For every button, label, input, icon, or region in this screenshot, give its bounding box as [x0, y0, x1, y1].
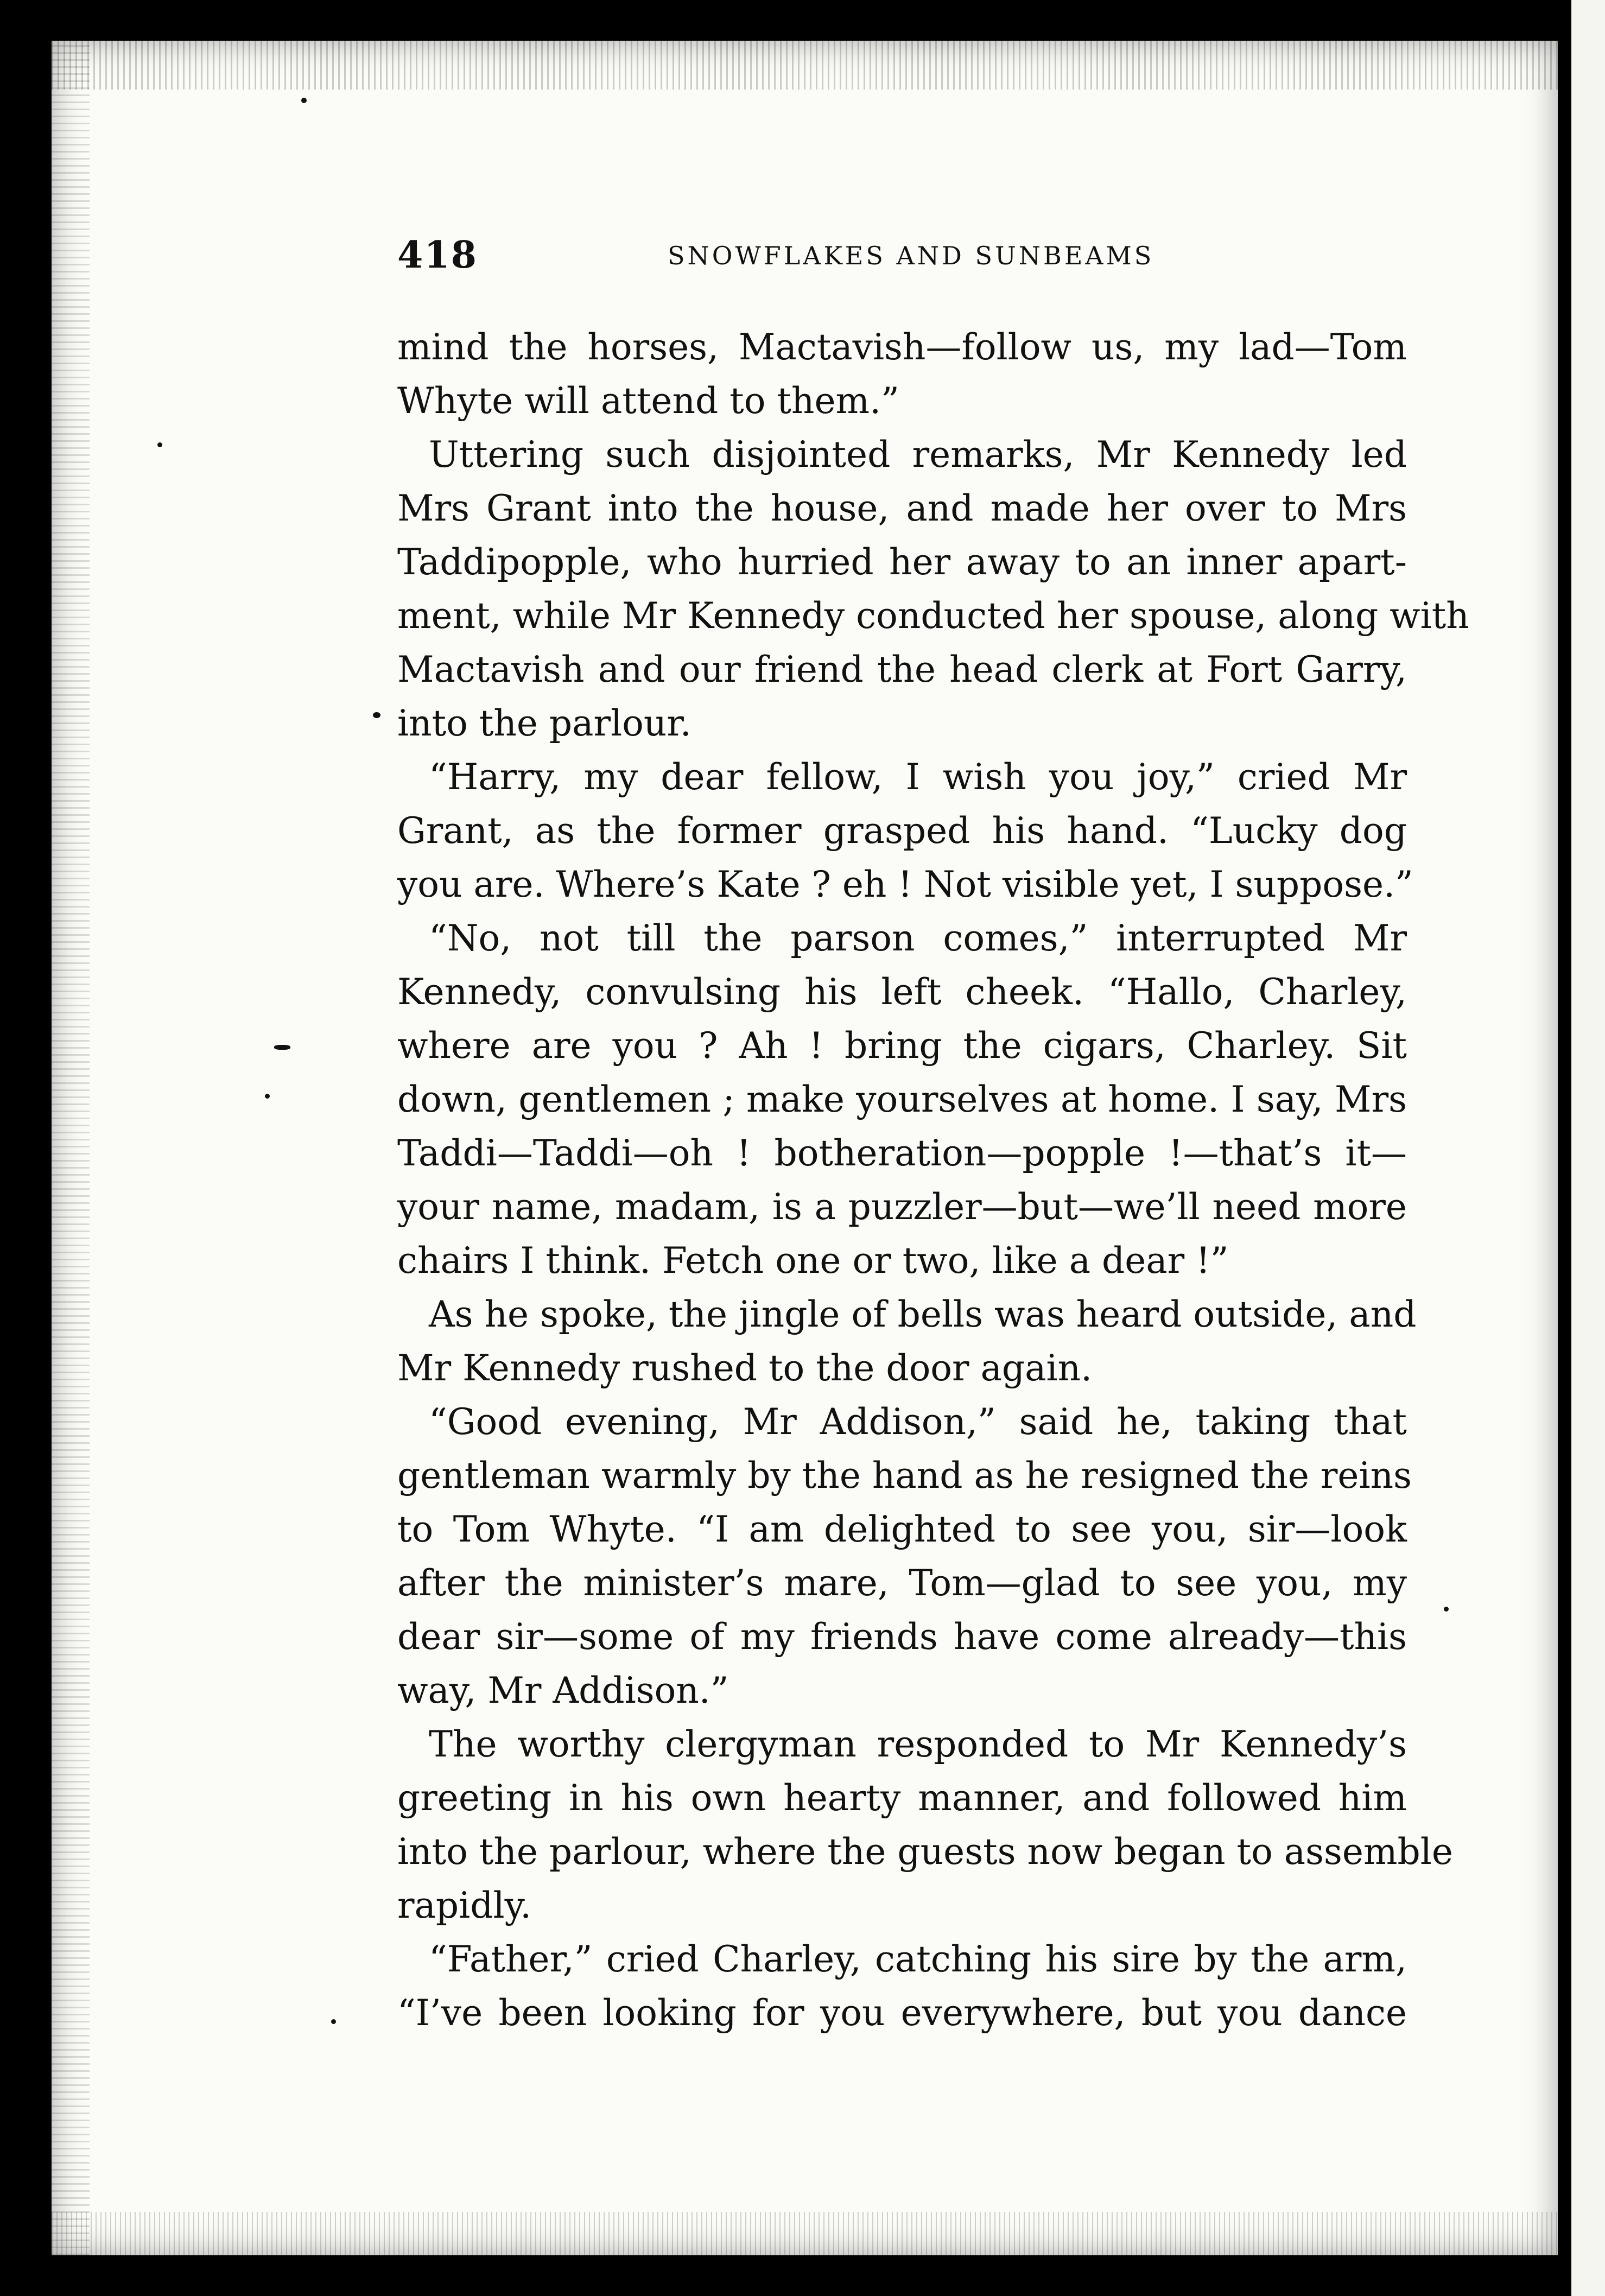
page-number: 418: [397, 233, 478, 277]
text-line: down, gentlemen ; make yourselves at home. I say, Mrs: [397, 1079, 1407, 1120]
margin-speck: [157, 442, 162, 447]
page-header: [397, 233, 1412, 277]
margin-speck: [331, 2019, 336, 2024]
text-line: “No, not till the parson comes,” interrupted Mr: [429, 917, 1407, 959]
text-line: gentleman warmly by the hand as he resigned the reins: [397, 1455, 1412, 1496]
text-line: Grant, as the former grasped his hand. “Lucky dog: [397, 810, 1407, 852]
text-line: rapidly.: [397, 1885, 532, 1926]
text-line: Whyte will attend to them.”: [397, 380, 899, 422]
text-line: way, Mr Addison.”: [397, 1670, 729, 1711]
text-line: chairs I think. Fetch one or two, like a dear !”: [397, 1240, 1229, 1282]
text-line: The worthy clergyman responded to Mr Kennedy’s: [429, 1723, 1407, 1765]
text-line: ment, while Mr Kennedy conducted her spouse, along with: [397, 595, 1469, 637]
text-line: Mr Kennedy rushed to the door again.: [397, 1347, 1093, 1389]
text-line: As he spoke, the jingle of bells was heard outside, and: [429, 1293, 1417, 1335]
text-line: greeting in his own hearty manner, and followed him: [397, 1777, 1407, 1819]
text-line: to Tom Whyte. “I am delighted to see you, sir—look: [397, 1508, 1407, 1550]
text-line: you are. Where’s Kate ? eh ! Not visible yet, I suppose.”: [397, 864, 1413, 905]
text-line: “Harry, my dear fellow, I wish you joy,” cried Mr: [429, 756, 1407, 798]
text-line: “Good evening, Mr Addison,” said he, taking that: [429, 1401, 1407, 1443]
text-line: Taddi—Taddi—oh ! botheration—popple !—that’s it—: [397, 1132, 1407, 1174]
adjacent-page-edge: [1571, 0, 1605, 2296]
text-line: where are you ? Ah ! bring the cigars, Charley. Sit: [397, 1025, 1407, 1067]
scan-noise-bottom: [52, 2212, 1558, 2255]
margin-speck: [265, 1094, 270, 1099]
margin-speck: [274, 1045, 290, 1050]
scan-noise-left: [52, 41, 90, 2255]
text-line: Mactavish and our friend the head clerk at Fort Garry,: [397, 649, 1407, 690]
text-line: after the minister’s mare, Tom—glad to see you, my: [397, 1562, 1407, 1604]
text-line: Mrs Grant into the house, and made her over to Mrs: [397, 487, 1407, 529]
text-line: into the parlour, where the guests now began to assemble: [397, 1831, 1453, 1873]
text-line: Taddipopple, who hurried her away to an inner apart-: [397, 541, 1407, 583]
margin-speck: [1444, 1607, 1449, 1612]
text-line: mind the horses, Mactavish—follow us, my lad—Tom: [397, 326, 1407, 368]
text-line: “Father,” cried Charley, catching his sire by the arm,: [429, 1938, 1407, 1980]
margin-speck: [373, 712, 380, 718]
running-head: SNOWFLAKES AND SUNBEAMS: [668, 241, 1154, 270]
text-line: Kennedy, convulsing his left cheek. “Hallo, Charley,: [397, 971, 1407, 1013]
text-line: into the parlour.: [397, 702, 692, 744]
body-text: [397, 320, 1469, 2040]
text-line: Uttering such disjointed remarks, Mr Kennedy led: [429, 434, 1407, 475]
margin-speck: [301, 98, 307, 103]
text-line: your name, madam, is a puzzler—but—we’ll need more: [397, 1186, 1407, 1228]
scan-noise-top: [52, 41, 1558, 90]
text-line: “I’ve been looking for you everywhere, but you dance: [397, 1992, 1407, 2034]
text-line: dear sir—some of my friends have come already—this: [397, 1616, 1407, 1658]
